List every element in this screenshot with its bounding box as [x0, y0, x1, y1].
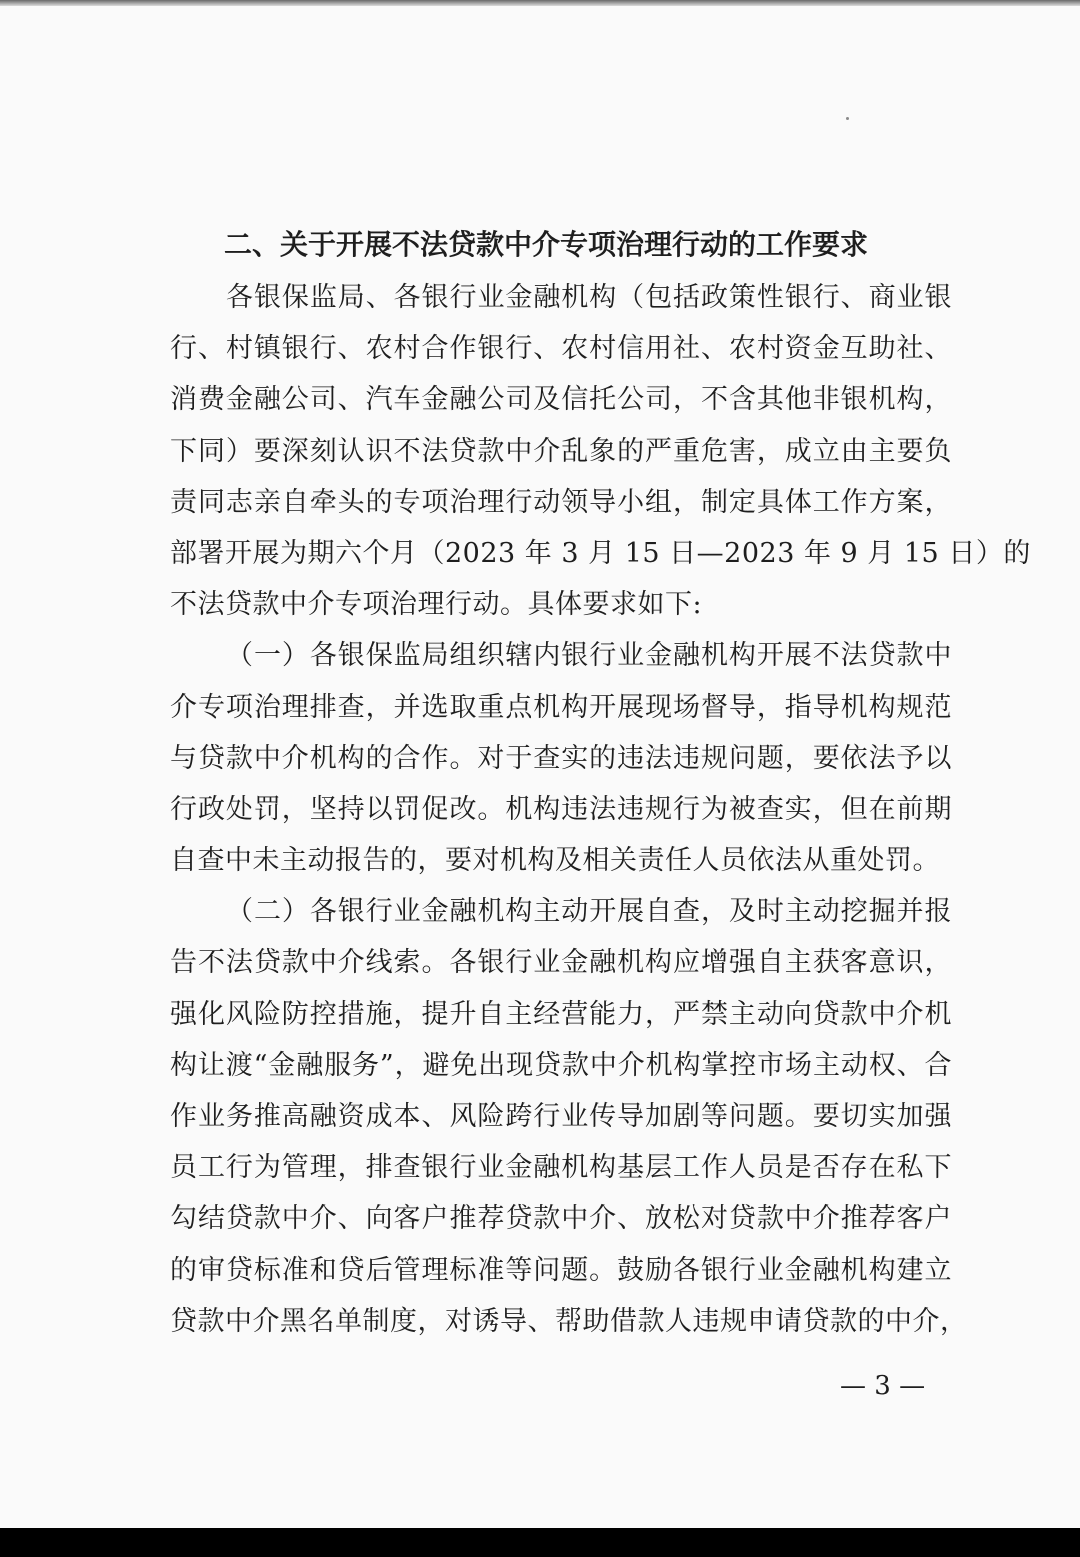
paragraph-line: （一）各银保监局组织辖内银行业金融机构开展不法贷款中 — [226, 640, 952, 672]
paragraph-line: 告不法贷款中介线索。各银行业金融机构应增强自主获客意识， — [170, 947, 952, 979]
paragraph-line: 部署开展为期六个月（2023 年 3 月 15 日—2023 年 9 月 15 日）的 — [170, 537, 1031, 569]
paragraph-line: 的审贷标准和贷后管理标准等问题。鼓励各银行业金融机构建立 — [170, 1254, 952, 1286]
page-number: — 3 — — [840, 1371, 926, 1401]
paragraph-line: 与贷款中介机构的合作。对于查实的违法违规问题，要依法予以 — [170, 742, 952, 774]
paragraph-line: 自查中未主动报告的，要对机构及相关责任人员依法从重处罚。 — [170, 845, 940, 877]
screen-bottom-bar — [0, 1528, 1080, 1557]
paragraph-line: 不法贷款中介专项治理行动。具体要求如下: — [170, 589, 703, 621]
paragraph-line: 消费金融公司、汽车金融公司及信托公司，不含其他非银机构， — [170, 384, 952, 416]
paragraph-line: 下同）要深刻认识不法贷款中介乱象的严重危害，成立由主要负 — [170, 435, 952, 467]
paragraph-line: 介专项治理排查，并选取重点机构开展现场督导，指导机构规范 — [170, 691, 952, 723]
paragraph-line: （二）各银行业金融机构主动开展自查，及时主动挖掘并报 — [226, 896, 952, 928]
paragraph-line: 构让渡“金融服务”，避免出现贷款中介机构掌控市场主动权、合 — [170, 1049, 952, 1081]
scan-top-edge — [0, 0, 1080, 6]
paragraph-line: 贷款中介黑名单制度，对诱导、帮助借款人违规申请贷款的中介， — [170, 1305, 968, 1337]
paragraph-line: 员工行为管理，排查银行业金融机构基层工作人员是否存在私下 — [170, 1152, 952, 1184]
paragraph-line: 行政处罚，坚持以罚促改。机构违法违规行为被查实，但在前期 — [170, 793, 952, 825]
paragraph-line: 作业务推高融资成本、风险跨行业传导加剧等问题。要切实加强 — [170, 1101, 952, 1132]
paragraph-line: 勾结贷款中介、向客户推荐贷款中介、放松对贷款中介推荐客户 — [170, 1203, 952, 1235]
scan-speck — [846, 117, 849, 120]
section-heading: 二、关于开展不法贷款中介专项治理行动的工作要求 — [224, 228, 869, 261]
paragraph-line: 强化风险防控措施，提升自主经营能力，严禁主动向贷款中介机 — [170, 998, 952, 1030]
paragraph-line: 责同志亲自牵头的专项治理行动领导小组，制定具体工作方案， — [170, 486, 952, 518]
document-body — [170, 272, 1031, 1347]
paragraph-line: 各银保监局、各银行业金融机构（包括政策性银行、商业银 — [226, 282, 952, 313]
paragraph-line: 行、村镇银行、农村合作银行、农村信用社、农村资金互助社、 — [170, 333, 952, 365]
